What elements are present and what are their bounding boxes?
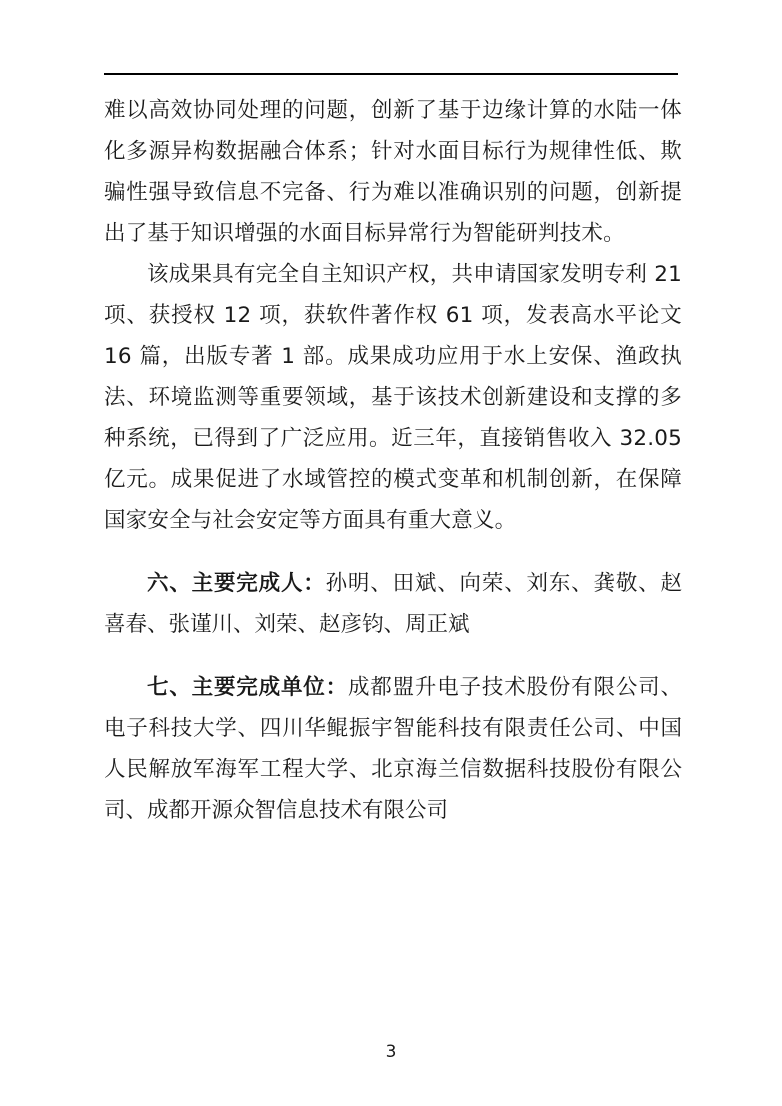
section-main-members-label: 六、主要完成人： xyxy=(147,571,326,596)
section-main-units xyxy=(104,667,682,831)
body-paragraph-1: 难以高效协同处理的问题，创新了基于边缘计算的水陆一体化多源异构数据融合体系；针对水面目标行为规律性低、欺骗性强导致信息不完备、行为难以准确识别的问题，创新提出了基于知识增强的水面目标异常行为智能研判技术。 xyxy=(104,98,682,246)
section-main-units-label: 七、主要完成单位： xyxy=(147,675,348,700)
section-main-units-text: 成都盟升电子技术股份有限公司、电子科技大学、四川华鲲振宇智能科技有限责任公司、中国人民解放军海军工程大学、北京海兰信数据科技股份有限公司、成都开源众智信息技术有限公司 xyxy=(104,675,682,823)
body-paragraph-2: 该成果具有完全自主知识产权，共申请国家发明专利 21 项、获授权 12 项，获软件著作权 61 项，发表高水平论文 16 篇，出版专著 1 部。成果成功应用于水上安保、渔政执法、环境监测等重要领域，基于该技术创新建设和支撑的多种系统，已得到了广泛应用。近三年，直接销售收入 32.05 亿元。成果促进了水域管控的模式变革和机制创新，在保障国家安全与社会安定等方面具有重大意义。 xyxy=(104,262,682,533)
page-number: 3 xyxy=(385,1042,397,1062)
section-main-members xyxy=(104,563,682,645)
page-content xyxy=(104,90,682,831)
section-spacer-1 xyxy=(104,541,682,551)
section-spacer-2 xyxy=(104,645,682,655)
section-main-members-text: 孙明、田斌、向荣、刘东、龚敬、赵喜春、张谨川、刘荣、赵彦钧、周正斌 xyxy=(104,571,682,637)
header-rule xyxy=(104,73,678,75)
